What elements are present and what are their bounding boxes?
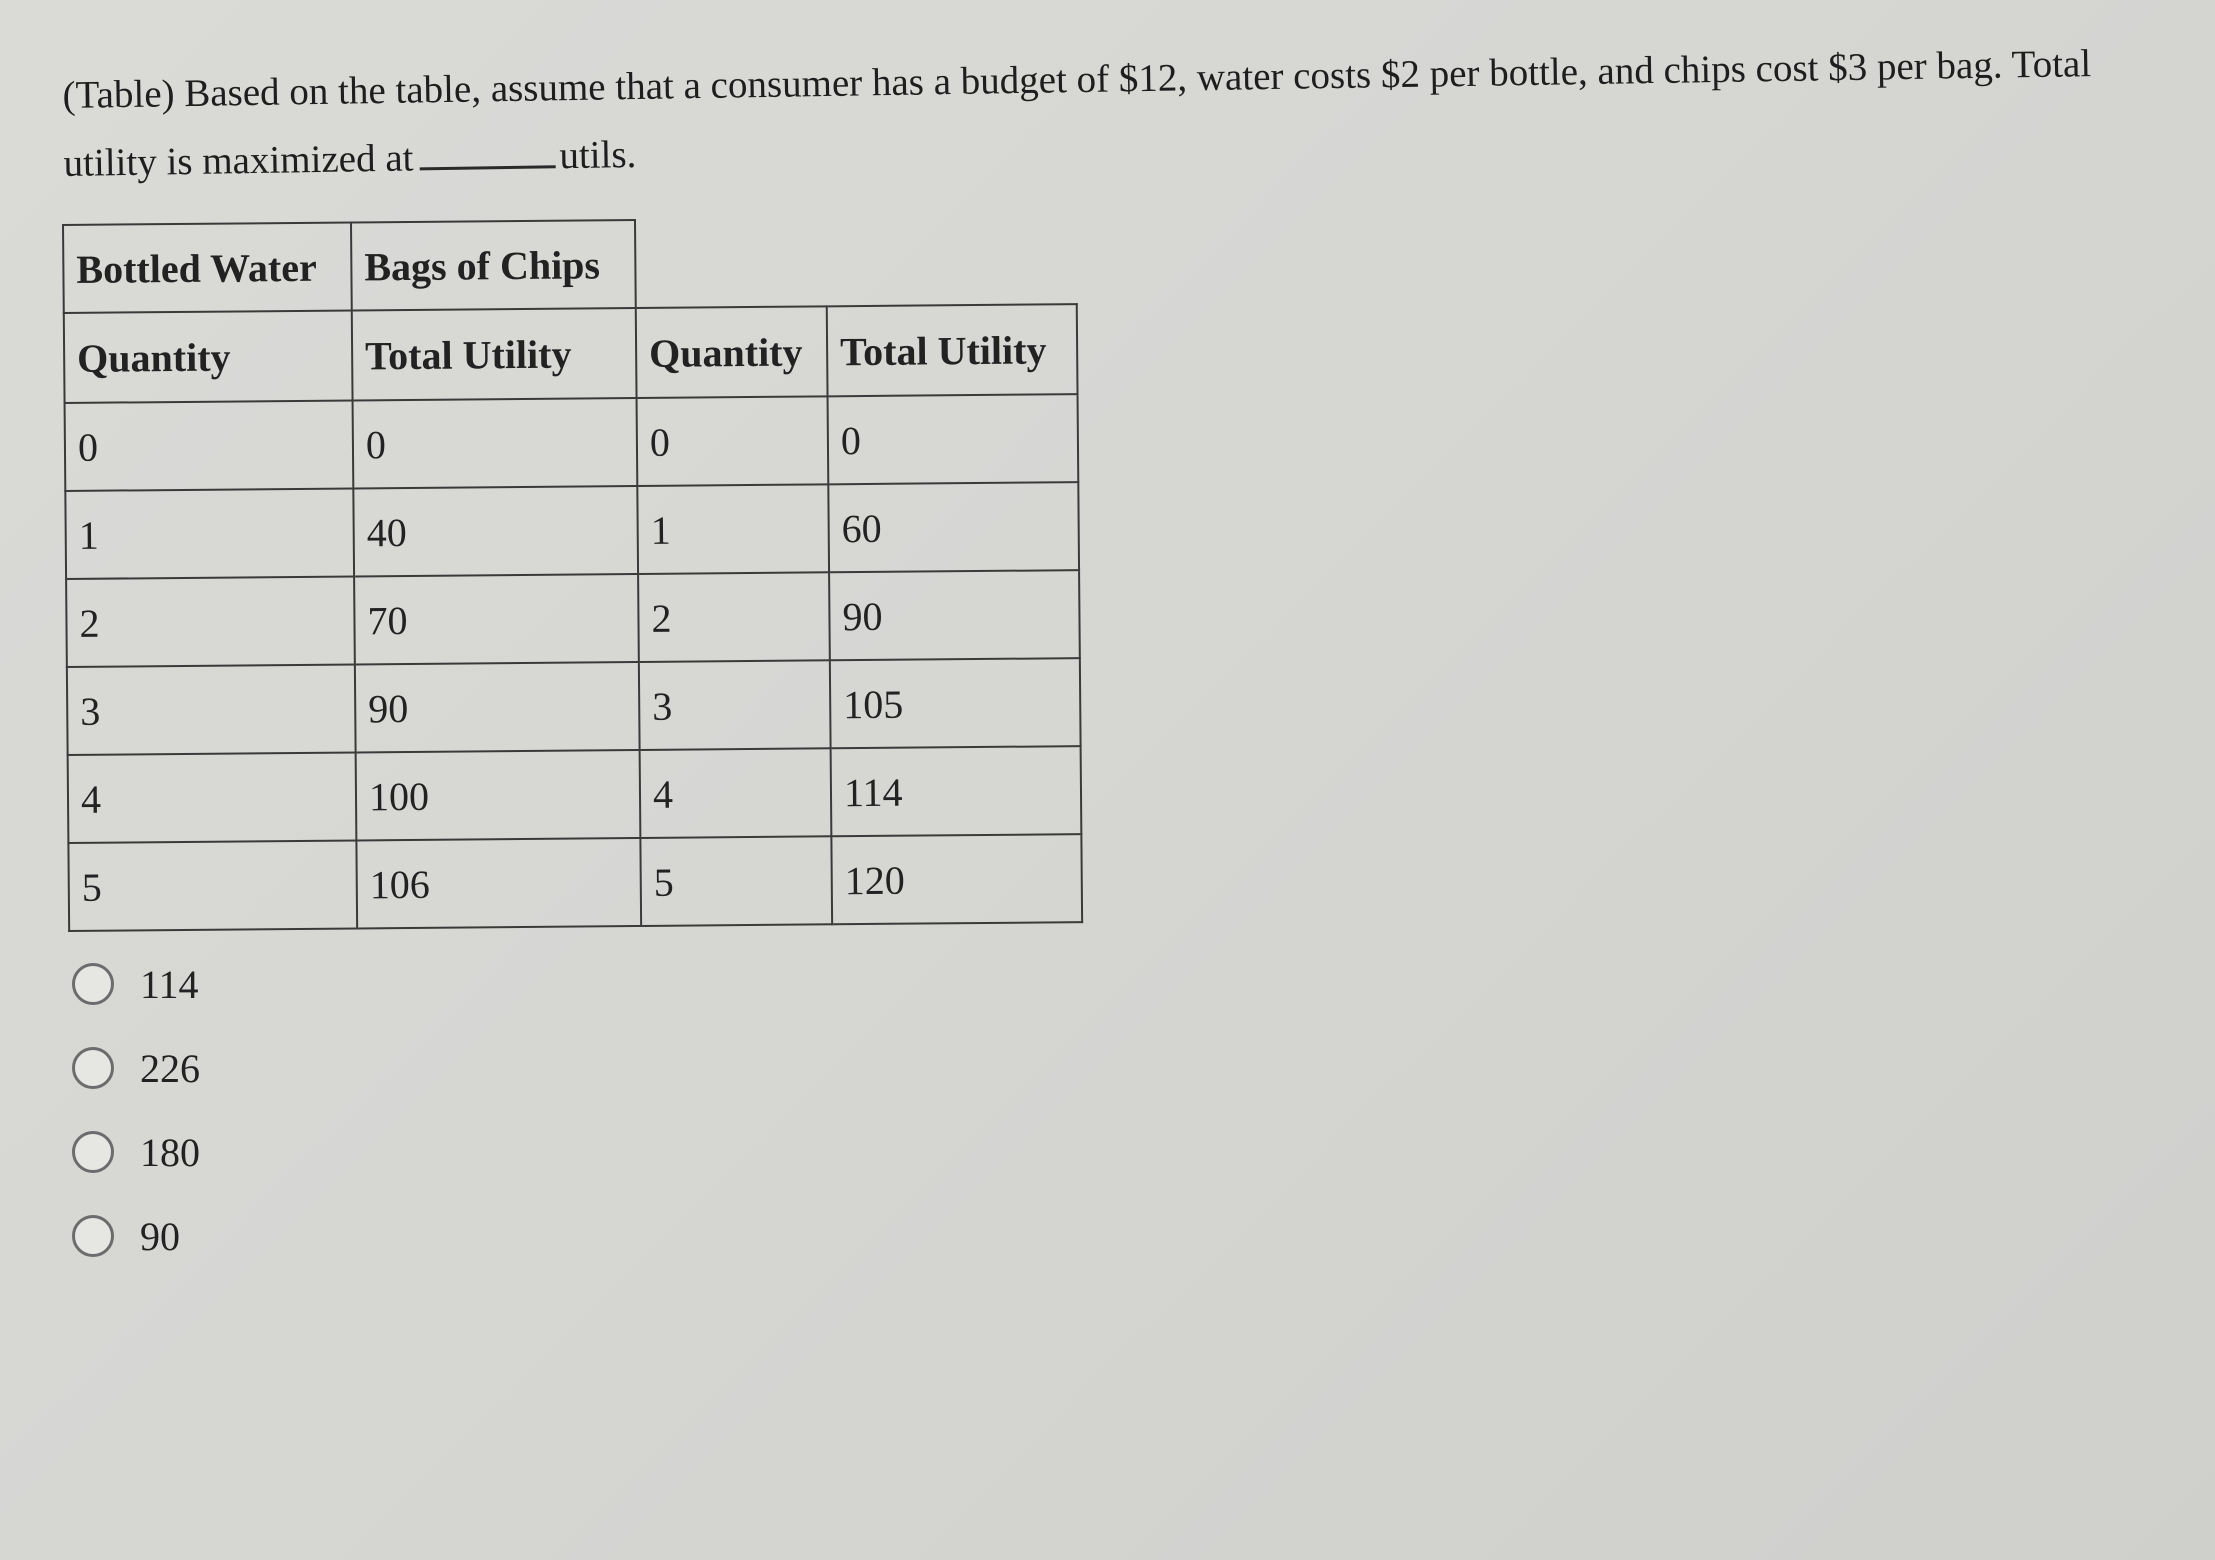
table-empty-cell <box>635 218 827 308</box>
water-utility-cell: 100 <box>356 750 641 840</box>
water-quantity-cell: 4 <box>68 752 357 843</box>
group-header-bottled-water: Bottled Water <box>63 222 352 313</box>
radio-button[interactable] <box>72 1215 114 1257</box>
option-label: 180 <box>140 1129 200 1175</box>
chips-utility-cell: 114 <box>831 746 1082 836</box>
water-quantity-cell: 3 <box>67 664 356 755</box>
utility-table <box>62 215 1083 932</box>
chips-utility-cell: 105 <box>830 658 1081 748</box>
chips-quantity-cell: 0 <box>637 396 829 486</box>
table-row <box>67 658 1081 755</box>
table-row <box>68 746 1082 843</box>
table-row <box>65 482 1079 579</box>
chips-utility-cell: 60 <box>828 482 1079 572</box>
question-text-before: (Table) Based on the table, assume that a consumer has a budget of $12, water costs $2 per bottle, and chips cost $3 per bag. Total utility is maximized at <box>62 42 2092 185</box>
water-quantity-cell: 2 <box>66 576 355 667</box>
answer-option-4[interactable] <box>72 1194 200 1278</box>
water-quantity-cell: 0 <box>65 400 354 491</box>
chips-quantity-cell: 2 <box>638 572 830 662</box>
option-label: 90 <box>140 1213 180 1259</box>
water-utility-cell: 40 <box>353 486 638 576</box>
table-row <box>65 394 1079 491</box>
table-row <box>66 570 1080 667</box>
answer-option-2[interactable] <box>72 1026 200 1110</box>
column-header-water-quantity: Quantity <box>64 310 353 403</box>
option-label: 226 <box>140 1045 200 1091</box>
column-header-chips-quantity: Quantity <box>636 306 828 398</box>
group-header-bags-of-chips: Bags of Chips <box>351 220 636 310</box>
chips-utility-cell: 90 <box>829 570 1080 660</box>
chips-utility-cell: 0 <box>828 394 1079 484</box>
chips-quantity-cell: 1 <box>637 484 829 574</box>
answer-option-1[interactable] <box>72 942 200 1026</box>
column-header-water-total-utility: Total Utility <box>352 308 637 400</box>
water-utility-cell: 106 <box>356 838 641 928</box>
water-utility-cell: 70 <box>354 574 639 664</box>
radio-button[interactable] <box>72 1131 114 1173</box>
chips-quantity-cell: 4 <box>640 748 832 838</box>
option-label: 114 <box>140 961 199 1007</box>
answer-options <box>72 942 200 1278</box>
answer-option-3[interactable] <box>72 1110 200 1194</box>
question-text <box>62 29 2164 198</box>
question-text-after: utils. <box>559 132 637 178</box>
chips-quantity-cell: 5 <box>640 836 832 926</box>
chips-quantity-cell: 3 <box>639 660 831 750</box>
table-empty-cell <box>826 216 1077 306</box>
table-row <box>68 834 1082 931</box>
utility-table-container <box>62 215 1083 932</box>
chips-utility-cell: 120 <box>831 834 1082 924</box>
answer-blank <box>419 135 556 170</box>
table-group-header-row <box>63 216 1077 313</box>
radio-button[interactable] <box>72 963 114 1005</box>
table-column-header-row <box>64 304 1078 403</box>
water-quantity-cell: 1 <box>65 488 354 579</box>
column-header-chips-total-utility: Total Utility <box>827 304 1078 396</box>
water-quantity-cell: 5 <box>68 840 357 931</box>
radio-button[interactable] <box>72 1047 114 1089</box>
water-utility-cell: 90 <box>355 662 640 752</box>
water-utility-cell: 0 <box>353 398 638 488</box>
